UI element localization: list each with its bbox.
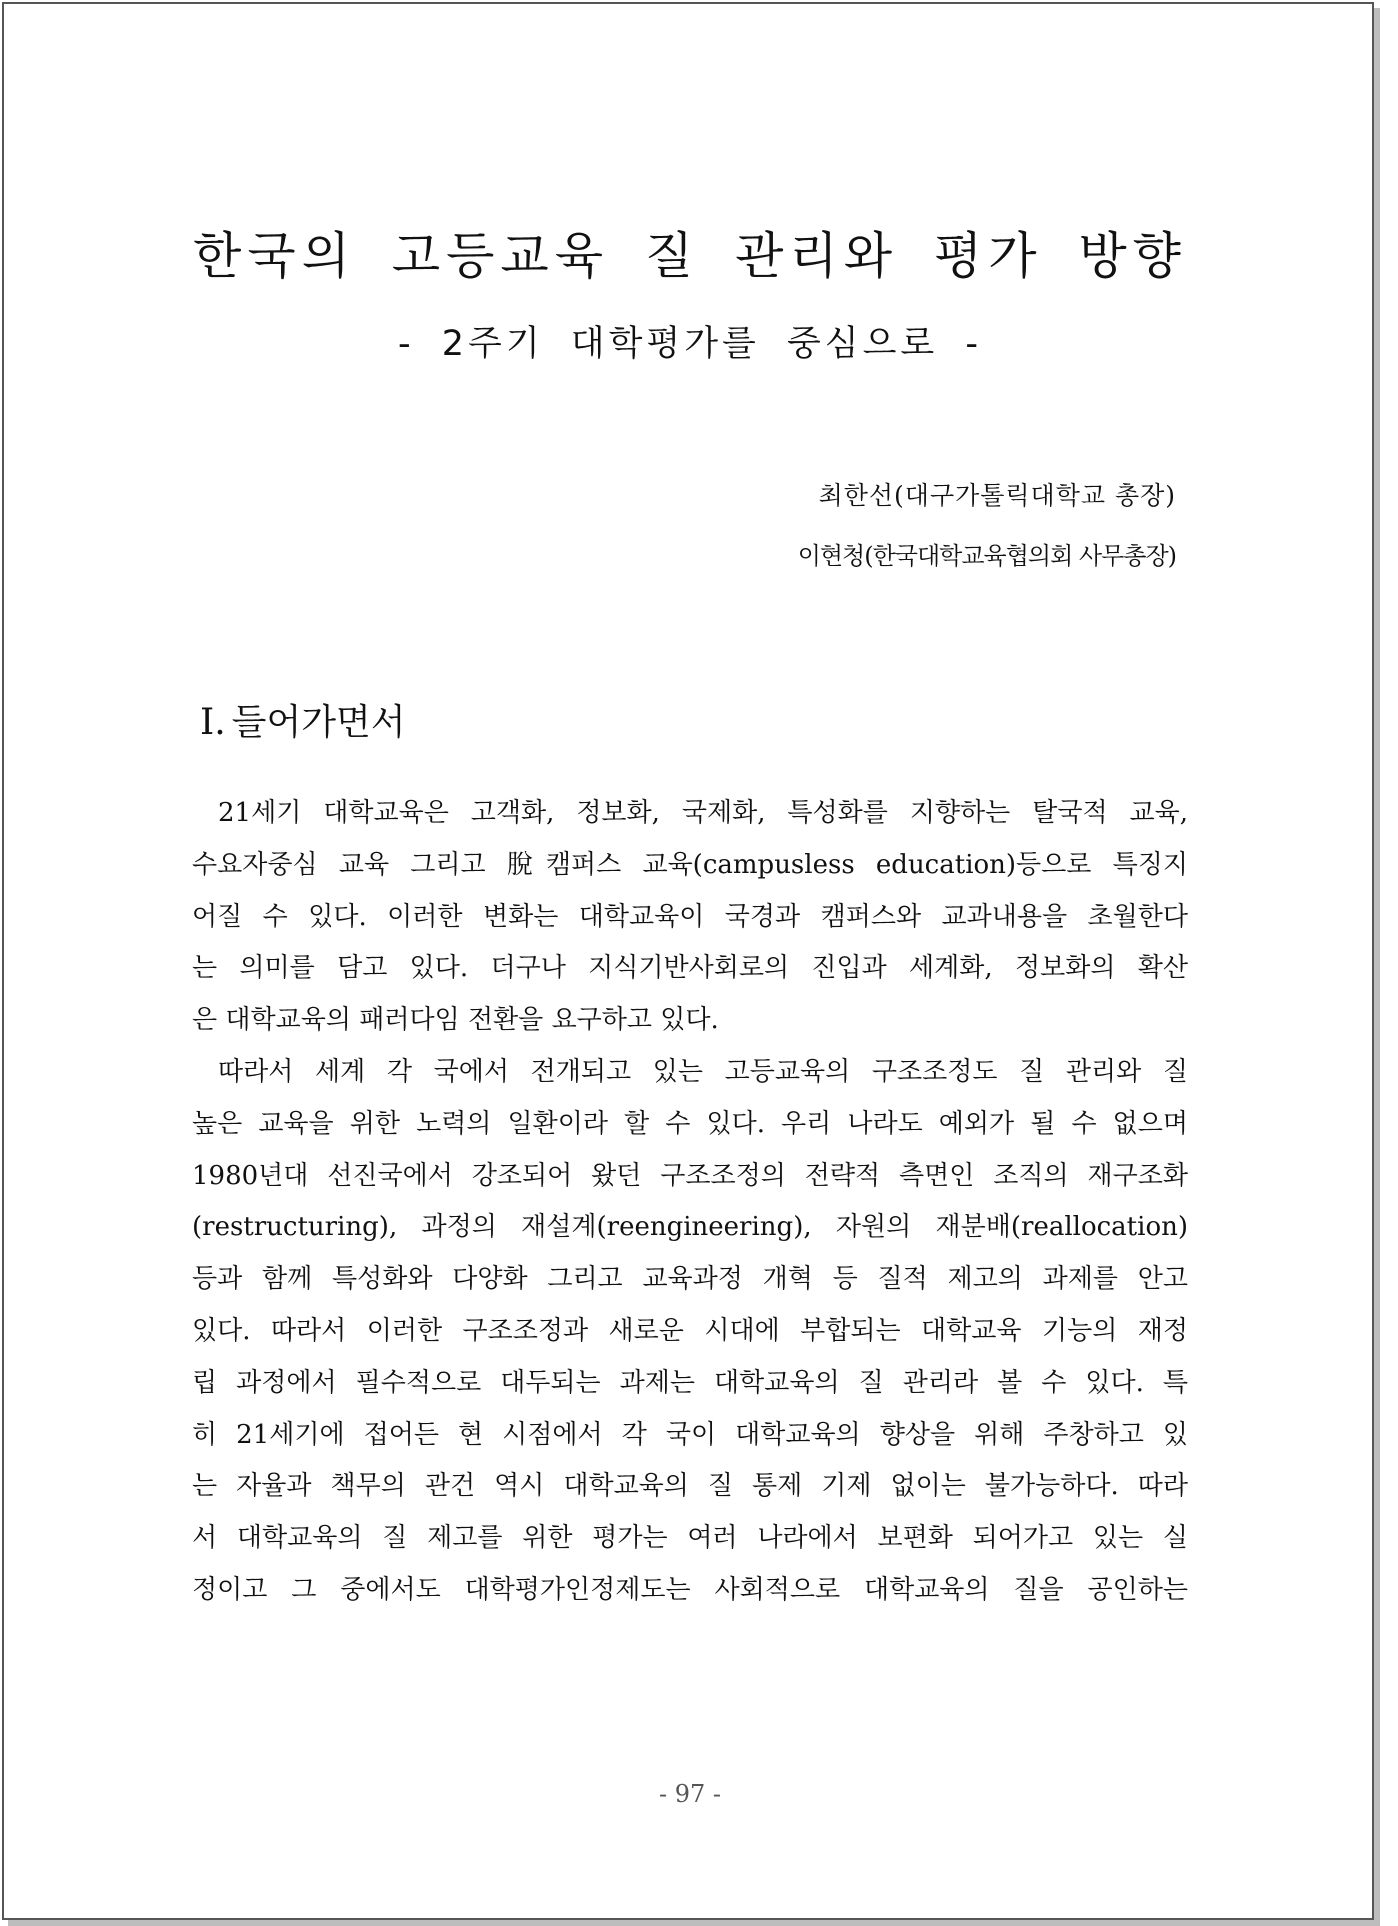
document-subtitle: - 2주기 대학평가를 중심으로 - — [398, 324, 982, 364]
text-line: 1980년대 선진국에서 강조되어 왔던 구조조정의 전략적 측면인 조직의 재구조화 — [192, 1160, 1188, 1191]
text-line: 등과 함께 특성화와 다양화 그리고 교육과정 개혁 등 질적 제고의 과제를 안고 — [192, 1264, 1188, 1295]
text-line: 은 대학교육의 패러다임 전환을 요구하고 있다. — [192, 1005, 719, 1036]
page-number: - 97 - — [658, 1780, 721, 1808]
text-line: 립 과정에서 필수적으로 대두되는 과제는 대학교육의 질 관리라 볼 수 있다. 특 — [192, 1367, 1188, 1398]
author-line: 최한선(대구가톨릭대학교 총장) — [818, 481, 1176, 510]
text-line: 따라서 세계 각 국에서 전개되고 있는 고등교육의 구조조정도 질 관리와 질 — [218, 1056, 1188, 1087]
author-line: 이현청(한국대학교육협의회 사무총장) — [797, 542, 1176, 570]
text-line: 는 자율과 책무의 관건 역시 대학교육의 질 통제 기제 없이는 불가능하다. 따라 — [192, 1471, 1188, 1502]
text-line: 어질 수 있다. 이러한 변화는 대학교육이 국경과 캠퍼스와 교과내용을 초월한다 — [192, 901, 1188, 932]
text-line: 높은 교육을 위한 노력의 일환이라 할 수 있다. 우리 나라도 예외가 될 수 없으며 — [192, 1108, 1188, 1139]
text-line: 21세기 대학교육은 고객화, 정보화, 국제화, 특성화를 지향하는 탈국적 교육, — [218, 798, 1188, 828]
text-line: 서 대학교육의 질 제고를 위한 평가는 여러 나라에서 보편화 되어가고 있는 실 — [192, 1523, 1188, 1554]
section-heading — [200, 694, 406, 745]
document-title: 한국의 고등교육 질 관리와 평가 방향 — [193, 227, 1187, 285]
section-number: Ⅰ. — [200, 702, 226, 743]
text-line: 히 21세기에 접어든 현 시점에서 각 국이 대학교육의 향상을 위해 주창하고 있 — [192, 1419, 1188, 1450]
text-line: 수요자중심 교육 그리고 脫캠퍼스 교육(campusless education)등으로 특징지 — [192, 849, 1188, 880]
text-line: 정이고 그 중에서도 대학평가인정제도는 사회적으로 대학교육의 질을 공인하는 — [192, 1574, 1188, 1605]
text-line: (restructuring), 과정의 재설계(reengineering), 자원의 재분배(reallocation) — [192, 1212, 1188, 1243]
document-page — [2, 2, 1374, 1920]
body-text — [192, 788, 1188, 1617]
text-line: 는 의미를 담고 있다. 더구나 지식기반사회로의 진입과 세계화, 정보화의 확산 — [192, 953, 1188, 984]
text-line: 있다. 따라서 이러한 구조조정과 새로운 시대에 부합되는 대학교육 기능의 재정 — [192, 1315, 1188, 1346]
section-title: 들어가면서 — [231, 702, 406, 743]
